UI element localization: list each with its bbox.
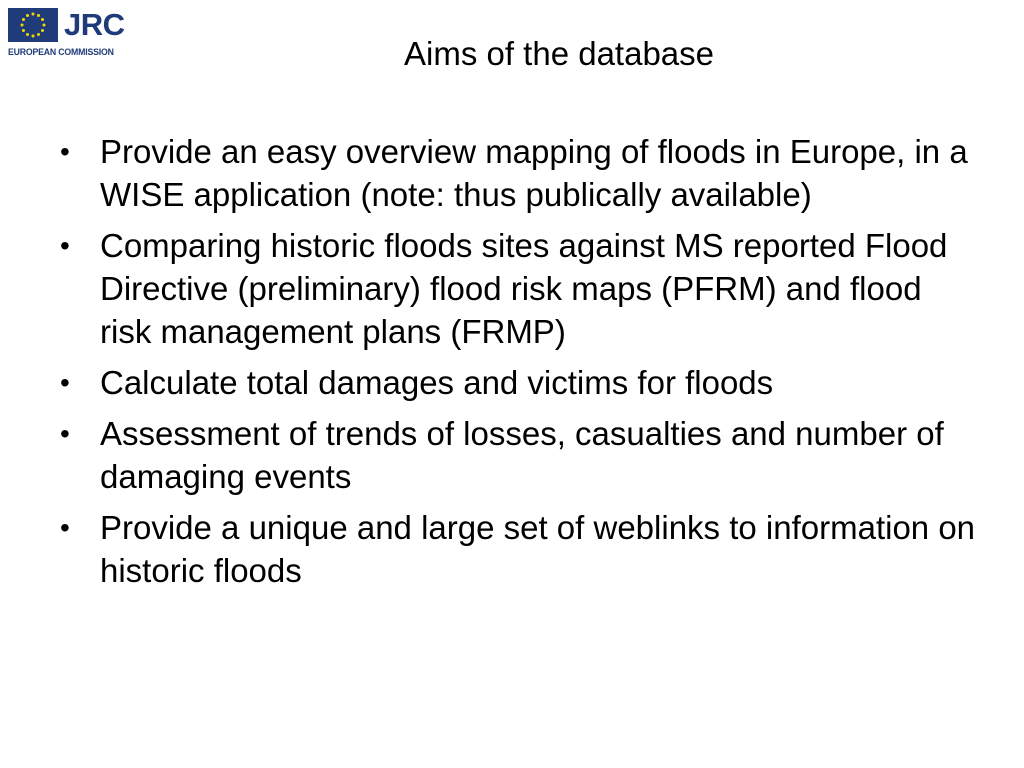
bullet-text: Provide a unique and large set of weblinks to information on historic floods <box>100 509 976 589</box>
page-title: Aims of the database <box>403 35 715 72</box>
bullet-icon: • <box>60 367 70 398</box>
bullet-text: Assessment of trends of losses, casualties and number of damaging events <box>100 415 944 495</box>
eu-star-icon <box>22 29 25 32</box>
logo-org-name: EUROPEAN COMMISSION <box>8 47 114 58</box>
bullet-icon: • <box>60 512 70 543</box>
bullet-icon: • <box>60 418 70 449</box>
bullet-text: Calculate total damages and victims for floods <box>100 364 774 401</box>
bullet-item <box>56 130 976 216</box>
bullet-item <box>56 224 976 353</box>
logo-abbrev: JRC <box>64 7 125 42</box>
eu-star-icon <box>32 13 35 16</box>
eu-star-icon <box>41 29 44 32</box>
bullet-list <box>56 130 976 600</box>
eu-star-icon <box>21 24 24 27</box>
bullet-icon: • <box>60 136 70 167</box>
eu-star-icon <box>22 18 25 21</box>
eu-star-icon <box>26 14 29 17</box>
bullet-icon: • <box>60 230 70 261</box>
bullet-item <box>56 361 976 404</box>
eu-star-icon <box>41 18 44 21</box>
bullet-text: Provide an easy overview mapping of floods in Europe, in a WISE application (note: thus publically available) <box>100 133 968 213</box>
bullet-item <box>56 506 976 592</box>
bullet-text: Comparing historic floods sites against MS reported Flood Directive (preliminary) flood risk maps (PFRM) and flood risk management plans (FRMP) <box>100 227 948 350</box>
bullet-item <box>56 412 976 498</box>
eu-star-icon <box>37 14 40 17</box>
eu-star-icon <box>43 24 46 27</box>
